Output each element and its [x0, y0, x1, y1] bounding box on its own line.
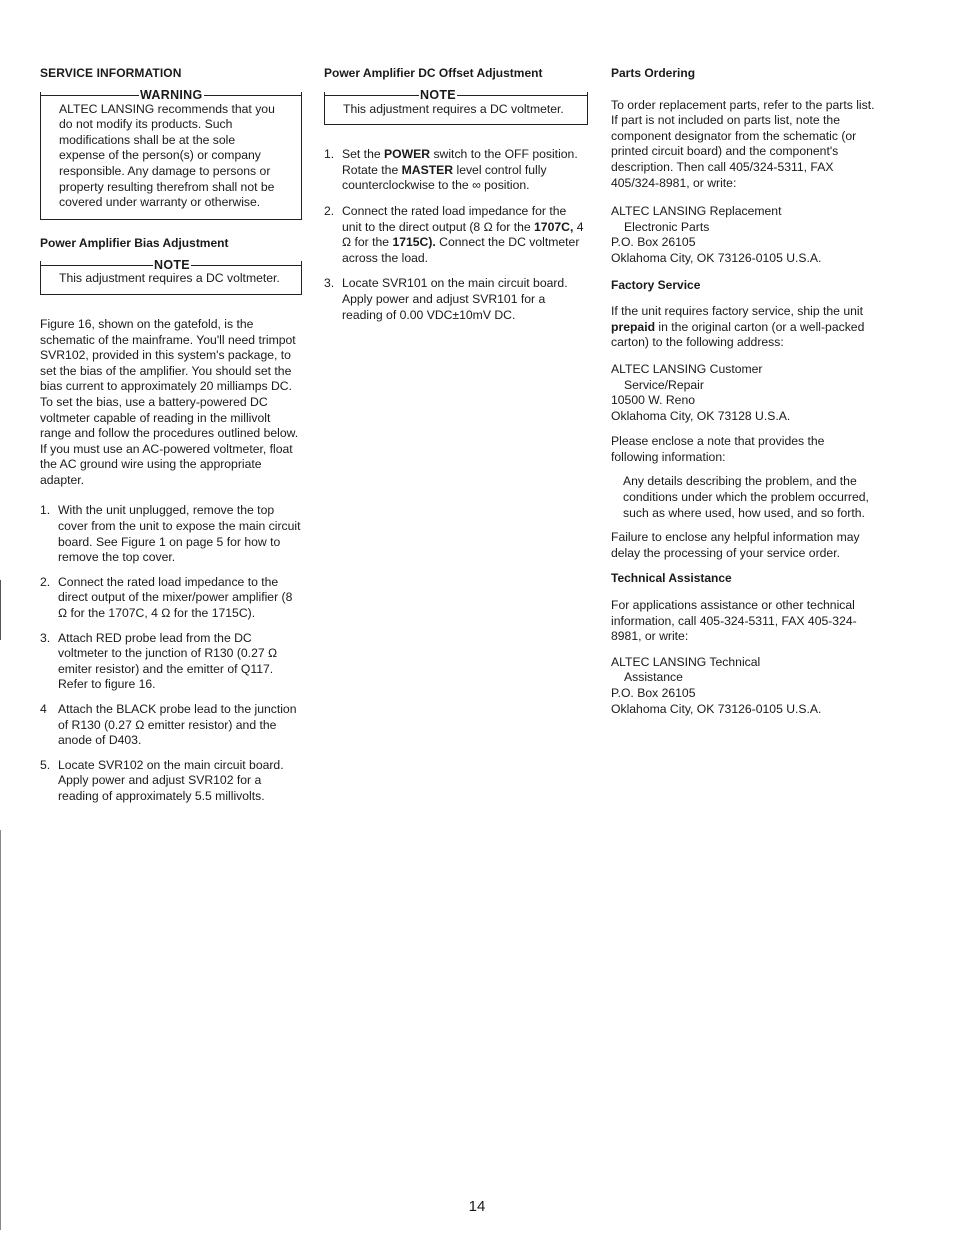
parts-address: ALTEC LANSING Replacement Electronic Parts P.O. Box 26105 Oklahoma City, OK 73126-0105 U.S.A.: [611, 204, 822, 265]
factory-address: ALTEC LANSING Customer Service/Repair 10500 W. Reno Oklahoma City, OK 73128 U.S.A.: [611, 361, 791, 423]
warning-box-header: [41, 87, 301, 102]
offset-note-header: [325, 87, 587, 102]
column-left: [40, 66, 302, 814]
bias-adjustment-heading: Power Amplifier Bias Adjustment: [40, 235, 229, 250]
enclose-note-paragraph: Please enclose a note that provides the following information:: [611, 434, 825, 464]
list-item: 1. Set the POWER switch to the OFF position. Rotate the MASTER level control fully counterclockwise to the ∞ position.: [324, 147, 578, 193]
bias-note-header: [41, 259, 301, 271]
failure-paragraph: Failure to enclose any helpful information may delay the processing of your service order.: [611, 530, 860, 560]
warning-text: ALTEC LANSING recommends that you do not modify its products. Such modifications shall be at the sole expense of the person(s) or company responsible. Any damage to persons or property resulting therefrom shall not be covered under warranty or otherwise.: [59, 101, 275, 210]
bias-note-label: NOTE: [154, 257, 190, 272]
offset-note-box: [324, 87, 588, 126]
list-item: 3. Attach RED probe lead from the DC voltmeter to the junction of R130 (0.27 Ω emiter resistor) and the emitter of Q117. Refer to figure 16.: [40, 630, 278, 692]
offset-steps-list: [324, 147, 588, 323]
scan-edge-mark: [0, 580, 1, 640]
scan-edge-mark: [0, 830, 1, 1230]
list-item: 2. Connect the rated load impedance to the direct output of the mixer/power amplifier (8 Ω for the 1707C, 4 Ω for the 1715C).: [40, 574, 293, 621]
warning-label: WARNING: [140, 87, 203, 102]
page-number: 14: [468, 1198, 486, 1215]
column-right: [611, 66, 875, 726]
parts-ordering-paragraph: To order replacement parts, refer to the parts list. If part is not included on parts list, note the component designator from the schematic (or printed circuit board) and the component's description. Then call 405/324-5311, FAX 405/324-8981, or write:: [611, 97, 875, 190]
offset-note-text: This adjustment requires a DC voltmeter.: [343, 101, 564, 116]
list-item: 2. Connect the rated load impedance for the unit to the direct output (8 Ω for the 1707C, 4 Ω for the 1715C). Connect the DC voltmeter across the load.: [324, 203, 584, 265]
bias-intro-paragraph: Figure 16, shown on the gatefold, is the schematic of the mainframe. You'll need trimpot SVR102, provided in this system's package, to set the bias of the amplifier. You should set the bias current to approximately 20 milliamps DC. To set the bias, use a battery-powered DC voltmeter capable of reading in the millivolt range and follow the procedures outlined below. If you must use an AC-powered voltmeter, float the AC ground wire using the appropriate adapter.: [40, 316, 299, 487]
factory-service-paragraph: If the unit requires factory service, ship the unit prepaid in the original carton (or a well-packed carton) to the following address:: [611, 304, 865, 350]
details-paragraph: Any details describing the problem, and the conditions under which the problem occurred, such as where used, how used, and so forth.: [623, 474, 869, 520]
bias-steps-list: [40, 503, 302, 804]
list-item: 4 Attach the BLACK probe lead to the junction of R130 (0.27 Ω emitter resistor) and the anode of D403.: [40, 702, 297, 748]
dc-offset-heading: Power Amplifier DC Offset Adjustment: [324, 66, 543, 80]
technical-assistance-paragraph: For applications assistance or other technical information, call 405-324-5311, FAX 405-324-8981, or write:: [611, 598, 857, 644]
parts-ordering-heading: Parts Ordering: [611, 66, 696, 80]
list-item: 1. With the unit unplugged, remove the top cover from the unit to expose the main circuit board. See Figure 1 on page 5 for how to remove the top cover.: [40, 503, 301, 565]
service-information-heading: SERVICE INFORMATION: [40, 66, 182, 80]
list-item: 5. Locate SVR102 on the main circuit board. Apply power and adjust SVR102 for a reading of approximately 5.5 millivolts.: [40, 757, 284, 803]
technical-address: ALTEC LANSING Technical Assistance P.O. Box 26105 Oklahoma City, OK 73126-0105 U.S.A.: [611, 654, 822, 716]
technical-assistance-heading: Technical Assistance: [611, 571, 732, 586]
list-item: 3. Locate SVR101 on the main circuit board. Apply power and adjust SVR101 for a reading of 0.00 VDC±10mV DC.: [324, 276, 568, 322]
column-middle: [324, 66, 588, 332]
offset-note-label: NOTE: [420, 87, 456, 102]
bias-note-text: This adjustment requires a DC voltmeter.: [59, 271, 280, 286]
bias-note-box: [40, 257, 302, 295]
factory-service-heading: Factory Service: [611, 277, 701, 292]
warning-box: [40, 87, 302, 220]
